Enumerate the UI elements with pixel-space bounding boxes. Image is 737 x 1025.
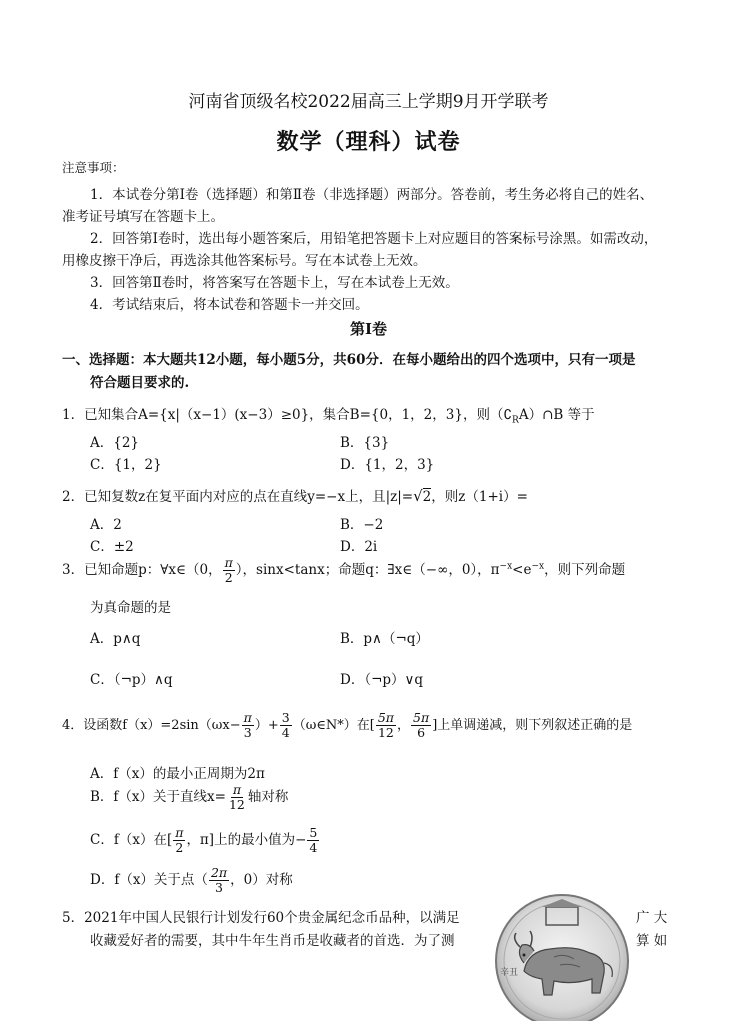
q4-stem-mid: ）+: [254, 717, 279, 733]
notice-item: 2．回答第Ⅰ卷时，选出每小题答案后，用铅笔把答题卡上对应题目的答案标号涂黑。如需改动，: [90, 231, 658, 247]
q2-stem-tail: ，则z（1+i）=: [431, 489, 528, 505]
fraction: [307, 826, 319, 855]
q3-stem-tail: ，则下列命题: [544, 561, 626, 578]
question-3-stem: [62, 556, 625, 585]
numerator: 2π: [210, 865, 228, 880]
q1-option-a: A．{2}: [90, 435, 140, 451]
q4-stem-text: 4．设函数f（x）=2sin（ωx−: [62, 717, 241, 733]
sqrt-symbol: √: [413, 487, 423, 505]
notice-item: 1．本试卷分第Ⅰ卷（选择题）和第Ⅱ卷（非选择题）两部分。答卷前，考生务必将自己的姓名、: [90, 187, 654, 203]
section-instruction: 符合题目要求的.: [90, 375, 190, 391]
coin-label: 辛丑: [500, 968, 519, 978]
q4-stem-tail: ]上单调递减，则下列叙述正确的是: [432, 717, 633, 733]
section-instruction: 一、选择题：本大题共12小题，每小题5分，共60分．在每小题给出的四个选项中，只有一项是: [62, 352, 636, 368]
q3-option-c: C．（¬p）∧q: [90, 672, 173, 688]
numerator: 5: [309, 825, 318, 840]
numerator: π: [224, 555, 233, 570]
question-5-line2: 收藏爱好者的需要，其中牛年生肖币是收藏者的首选．为了测: [90, 933, 455, 949]
q4-b-tail: 轴对称: [247, 788, 289, 805]
fraction: [242, 711, 254, 740]
coin-svg: [494, 893, 630, 1021]
numerator: π: [175, 825, 184, 840]
q3-option-a: A．p∧q: [90, 631, 141, 647]
numerator: 5π: [413, 710, 430, 725]
fraction: [376, 711, 396, 740]
q4-option-d: [90, 866, 293, 895]
q1-stem-text: 1．已知集合A={x|（x−1）(x−3）≥0}，集合B={0，1，2，3}，则（∁: [62, 407, 513, 423]
q1-option-d: D．{1，2，3}: [340, 457, 435, 473]
fraction: [227, 783, 247, 812]
numerator: 3: [281, 710, 290, 725]
numerator: π: [232, 782, 242, 797]
fraction: [411, 711, 431, 740]
q4-c-text: C．f（x）在[: [90, 831, 173, 848]
notice-item: 准考证号填写在答题卡上。: [62, 209, 224, 225]
paper-title: 数学（理科）试卷: [276, 129, 461, 155]
q3-superscript: −x: [531, 561, 545, 572]
question-1-stem: [62, 403, 595, 426]
q4-option-c: [90, 826, 320, 855]
denominator: 3: [215, 879, 223, 895]
fraction: [173, 826, 185, 855]
q2-option-d: D．2i: [340, 539, 378, 555]
question-5-line1: 5．2021年中国人民银行计划发行60个贵金属纪念币品种，以满足: [62, 910, 460, 926]
ox-coin-image: [494, 893, 630, 1021]
numerator: π: [243, 710, 252, 725]
question-5-line2-right: 算 如: [636, 933, 668, 949]
q4-stem-mid: （ω∈N*）在[: [292, 717, 375, 733]
fraction: [209, 866, 229, 895]
q2-option-a: A．2: [90, 517, 122, 533]
q4-d-tail: ，0）对称: [230, 871, 293, 888]
q4-c-mid: ，π]上的最小值为−: [186, 831, 307, 848]
question-5-line1-right: 广 大: [636, 910, 668, 926]
q2-stem-text: 2．已知复数z在复平面内对应的点在直线y=−x上，且|z|=: [62, 489, 414, 505]
denominator: 4: [309, 839, 318, 855]
q1-subscript: R: [512, 415, 519, 426]
q4-option-a: A．f（x）的最小正周期为2π: [90, 766, 265, 782]
fraction: [223, 556, 235, 585]
notice-item: 4．考试结束后，将本试卷和答题卡一并交回。: [90, 297, 369, 313]
notice-heading: 注意事项：: [62, 160, 125, 175]
notice-item: 3．回答第Ⅱ卷时，将答案写在答题卡上，写在本试卷上无效。: [90, 275, 459, 291]
denominator: 12: [377, 724, 394, 740]
notice-item: 用橡皮擦干净后，再选涂其他答案标号。写在本试卷上无效。: [62, 253, 427, 269]
denominator: 4: [281, 724, 290, 740]
q1-option-c: C．{1，2}: [90, 457, 162, 473]
denominator: 2: [224, 569, 233, 585]
denominator: 3: [243, 724, 252, 740]
numerator: 5π: [377, 710, 395, 725]
exam-title: 河南省顶级名校2022届高三上学期9月开学联考: [188, 92, 549, 112]
q3-stem-mid: ），sinx<tanx；命题q：∃x∈（−∞，0），π: [235, 561, 500, 578]
q3-option-b: B．p∧（¬q）: [340, 631, 429, 647]
q1-stem-tail: A）∩B 等于: [518, 407, 595, 423]
denominator: 12: [228, 796, 245, 812]
q1-option-b: B．{3}: [340, 435, 390, 451]
comma: ，: [397, 717, 411, 733]
section-title: 第Ⅰ卷: [349, 320, 388, 338]
q4-b-text: B．f（x）关于直线x=: [90, 788, 226, 805]
q4-option-b: [90, 783, 288, 812]
q2-option-c: C．±2: [90, 539, 134, 555]
fraction: [280, 711, 292, 740]
q3-stem-text: 3．已知命题p：∀x∈（0，: [62, 561, 222, 578]
q3-superscript: −x: [499, 561, 513, 572]
q3-stem-line2: 为真命题的是: [90, 600, 171, 616]
denominator: 6: [417, 724, 426, 740]
q2-option-b: B．−2: [340, 517, 384, 533]
denominator: 2: [175, 839, 184, 855]
q4-d-text: D．f（x）关于点（: [90, 871, 208, 888]
q3-option-d: D．（¬p）∨q: [340, 672, 424, 688]
q2-sqrt-value: 2: [422, 489, 432, 505]
question-2-stem: [62, 485, 528, 505]
question-4-stem: [62, 711, 632, 740]
q3-stem-mid2: <e: [512, 561, 532, 578]
